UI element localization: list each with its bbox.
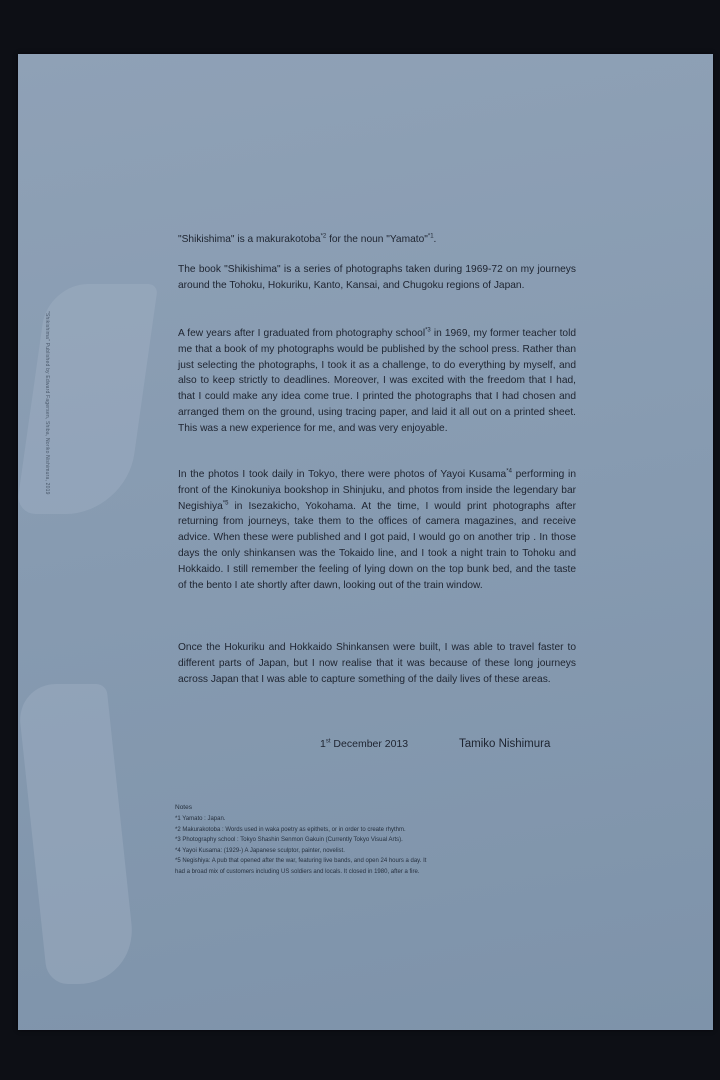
signature-date: 1st December 2013 [320, 738, 409, 750]
notes-heading: Notes [175, 804, 192, 811]
notes-list [175, 814, 565, 878]
note-item: *3 Photography school : Tokyo Shashin Senmon Gakuin (Currently Tokyo Visual Arts). [175, 837, 403, 844]
faded-calligraphy-mark [16, 284, 158, 514]
spine-credit: "Shikishima" Published by Edward Fagersen, Shiba, Noriko Nishimura, 2019 [44, 311, 50, 495]
note-item: *4 Yayoi Kusama: (1929-) A Japanese sculptor, painter, novelist. [175, 847, 345, 854]
paragraph-1: The book "Shikishima" is a series of photographs taken during 1969-72 on my journeys around the Tohoku, Hokuriku, Kanto, Kansai, and Chugoku regions of Japan. [178, 264, 576, 291]
opening-line: "Shikishima" is a makurakotoba$^{*2}$ for the noun "Yamato"$^{*1}$. [178, 233, 437, 245]
note-item: *5 Negishiya: A pub that opened after the war, featuring live bands, and open 24 hours a day. It [175, 858, 427, 865]
paragraph-2: A few years after I graduated from photography school$^{*3}$ in 1969, my former teacher told me that a book of my photographs would be published by the school press. Rather than just selecting the photographs, I took it as a challenge, to do everything by myself, and also to keep strictly to deadlines. Moreover, I was excited with the freedom that I had, that I could make any idea come true. I printed the photographs that I had chosen and arranged them on the ground, using tracing paper, and laid it all out on a printed sheet. This was a new experience for me, and was very enjoyable. [178, 327, 576, 434]
faded-calligraphy-mark [16, 684, 138, 984]
signature-author: Tamiko Nishimura [459, 738, 551, 750]
paragraph-3: In the photos I took daily in Tokyo, there were photos of Yayoi Kusama$^{*4}$ performing in front of the Kinokuniya bookshop in Shinjuku, and photos from inside the legendary bar Negishiya$^{*5}$ in Isezakicho, Yokohama. At the time, I would print photographs after returning from journeys, take them to the offices of camera magazines, and receive advice. When these were published and I got paid, I would go on another trip . In those days the only shinkansen was the Tokaido line, and I took a night train to Tohoku and Hokkaido. I still remember the feeling of lying down on the top bunk bed, and the taste of the bento I ate shortly after dawn, looking out of the train window. [178, 468, 576, 591]
paragraph-4: Once the Hokuriku and Hokkaido Shinkansen were built, I was able to travel faster to different parts of Japan, but I now realise that it was because of these long journeys across Japan that I was able to capture something of the daily lives of these areas. [178, 642, 576, 685]
note-item: *1 Yamato : Japan. [175, 816, 226, 822]
note-item: had a broad mix of customers including US soldiers and locals. It closed in 1980, after a fire. [175, 868, 420, 875]
note-item: *2 Makurakotoba : Words used in waka poetry as epithets, or in order to create rhythm. [175, 826, 406, 833]
